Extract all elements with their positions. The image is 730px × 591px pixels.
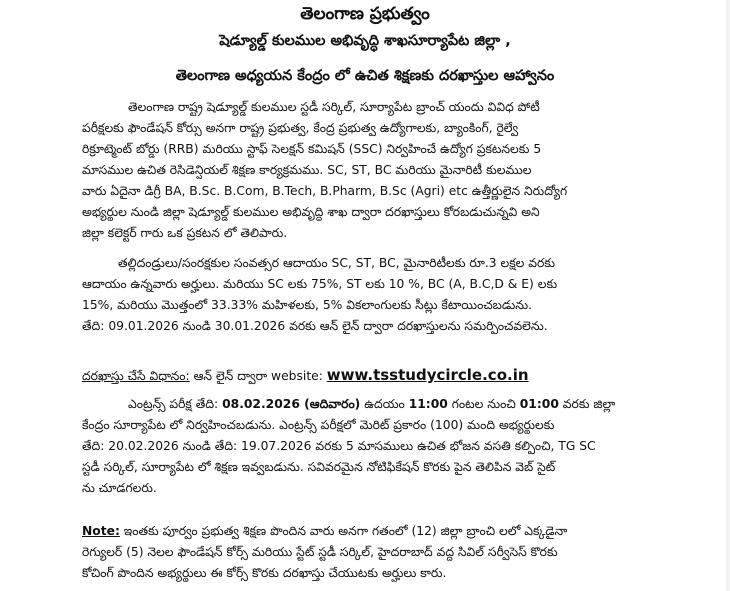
paragraph-line: కేంద్రం సూర్యాపేట లో నిర్వహించబడును. ఎంట్రన్స్ పరీక్షలో మెరిట్ ప్రకారం (100) మంది అభ్యర్థులకు bbox=[82, 418, 555, 432]
paragraph-line: రిక్రూట్మెంట్ బోర్డు (RRB) మరియు స్టాఫ్ సెలక్షన్ కమిషన్ (SSC) నిర్వహించే ఉద్యోగ ప్రకటనలకు 5 bbox=[82, 142, 542, 156]
paragraph-line: కోచింగ్ పొందిన అభ్యర్థులు ఈ కోర్స్ కొరకు దరఖాస్తు చేయుటకు అర్హులు కారు. bbox=[82, 566, 447, 580]
application-dates-line bbox=[82, 318, 672, 335]
dates-mid: నుండి bbox=[178, 319, 215, 333]
header-government-title: తెలంగాణ ప్రభుత్వం bbox=[300, 4, 430, 24]
note-label: Note: bbox=[82, 524, 120, 538]
paragraph-line: స్టడీ సర్కిల్, సూర్యాపేట లో శిక్షణ ఇవ్వబడును. సవివరమైన నోటిఫికేషన్ కొరకు పైన తెలిపిన వెబ్ సైట్ bbox=[82, 460, 556, 474]
paragraph-line: వారు ఏదైనా డిగ్రీ BA, B.Sc. B.Com, B.Tech, B.Pharm, B.Sc (Agri) etc ఉత్తీర్ణులైన నిరుద్యోగ bbox=[82, 184, 568, 198]
header-notice-title: తెలంగాణ అధ్యయన కేంద్రం లో ఉచిత శిక్షణకు దరఖాస్తుల ఆహ్వానం bbox=[175, 68, 555, 84]
exam-text: ఉదయం bbox=[360, 397, 409, 411]
header-department-title: షెడ్యూల్డ్ కులముల అభివృద్ధి శాఖసూర్యాపేట జిల్లా , bbox=[219, 33, 511, 49]
dates-suffix: వరకు ఆన్ లైన్ ద్వారా దరఖాస్తులను సమర్పించవలెను. bbox=[285, 319, 548, 333]
how-to-apply-line bbox=[82, 365, 672, 387]
dates-prefix: తేది: bbox=[82, 319, 109, 333]
paragraph-line: తేది: 20.02.2026 నుండి తేది: 19.07.2026 వరకు 5 మాసములు ఉచిత భోజన వసతి కల్పించి, TG SC bbox=[82, 439, 596, 453]
how-to-apply-label: దరఖాస్తు చేసే విధానం: bbox=[82, 369, 190, 383]
exam-date: 08.02.2026 (ఆదివారం) bbox=[222, 397, 361, 411]
paragraph-line: పరీక్షలకు ఫౌండేషన్ కోర్సు అనగా రాష్ట్ర ప్రభుత్వ, కేంద్ర ప్రభుత్వ ఉద్యోగాలకు, బ్యాంకింగ్, రైల్వే bbox=[82, 121, 519, 135]
exam-text: గంటల నుంచి bbox=[447, 397, 520, 411]
scan-edge bbox=[726, 0, 730, 591]
date-to: 30.01.2026 bbox=[214, 319, 286, 333]
exam-date-label: ఎంట్రన్స్ పరీక్ష తేది: bbox=[128, 397, 223, 411]
paragraph-line bbox=[82, 523, 672, 540]
paragraph-line: తెలంగాణ రాష్ట్ర షెడ్యూల్డ్ కులముల స్టడీ సర్కిల్, సూర్యాపేట బ్రాంచ్ యందు వివిధ పోటీ bbox=[128, 100, 540, 114]
how-to-apply-text: ఆన్ లైన్ ద్వారా website: bbox=[189, 369, 327, 383]
paragraph-line: అభ్యర్థుల నుండి జిల్లా షెడ్యూల్డ్ కులముల అభివృద్ధి శాఖ ద్వారా దరఖాస్తులు కోరబడుచున్నవి అని bbox=[82, 205, 540, 219]
paragraph-line: జిల్లా కలెక్టర్ గారు ఒక ప్రకటన లో తెలిపారు. bbox=[82, 226, 288, 240]
exam-start-time: 11:00 bbox=[408, 397, 448, 411]
paragraph-line: రెగ్యులర్ (5) నెలల ఫౌండేషన్ కోర్స్ మరియు స్టేట్ స్టడీ సర్కిల్, హైదరాబాద్ వద్ద సివిల్ సర్వీసెస్ కొరకు bbox=[82, 545, 558, 559]
paragraph-line: ను చూడగలరు. bbox=[82, 481, 157, 495]
exam-end-time: 01:00 bbox=[519, 397, 559, 411]
paragraph-line: మాసముల ఉచిత రెసిడెన్షియల్ శిక్షణ కార్యక్రమము. SC, ST, BC మరియు మైనారిటీ కులముల bbox=[82, 163, 532, 177]
website-link[interactable]: www.tsstudycircle.co.in bbox=[326, 366, 529, 384]
note-text: ఇంతకు పూర్వం ప్రభుత్వ శిక్షణ పొందిన వారు అనగా గతంలో (12) జిల్లా బ్రాంచి లలో ఎక్కడైనా bbox=[119, 524, 568, 538]
paragraph-line: 15%, మరియు మొత్తంలో 33.33% మహిళలకు, 5% వికలాంగులకు సీట్లు కేటాయించబడును. bbox=[82, 298, 533, 312]
paragraph-line: తల్లిదండ్రులు/సంరక్షకుల సంవత్సర ఆదాయం SC, ST, BC, మైనారిటీలకు రూ.3 లక్షల వరకు bbox=[118, 256, 555, 270]
exam-text: వరకు జిల్లా bbox=[558, 397, 616, 411]
paragraph-line: ఆదాయం ఉన్నవారు అర్హులు. మరియు SC లకు 75%, ST లకు 10 %, BC (A, B.C,D & E) లకు bbox=[82, 277, 558, 291]
paragraph-line bbox=[128, 396, 672, 413]
date-from: 09.01.2026 bbox=[108, 319, 179, 333]
